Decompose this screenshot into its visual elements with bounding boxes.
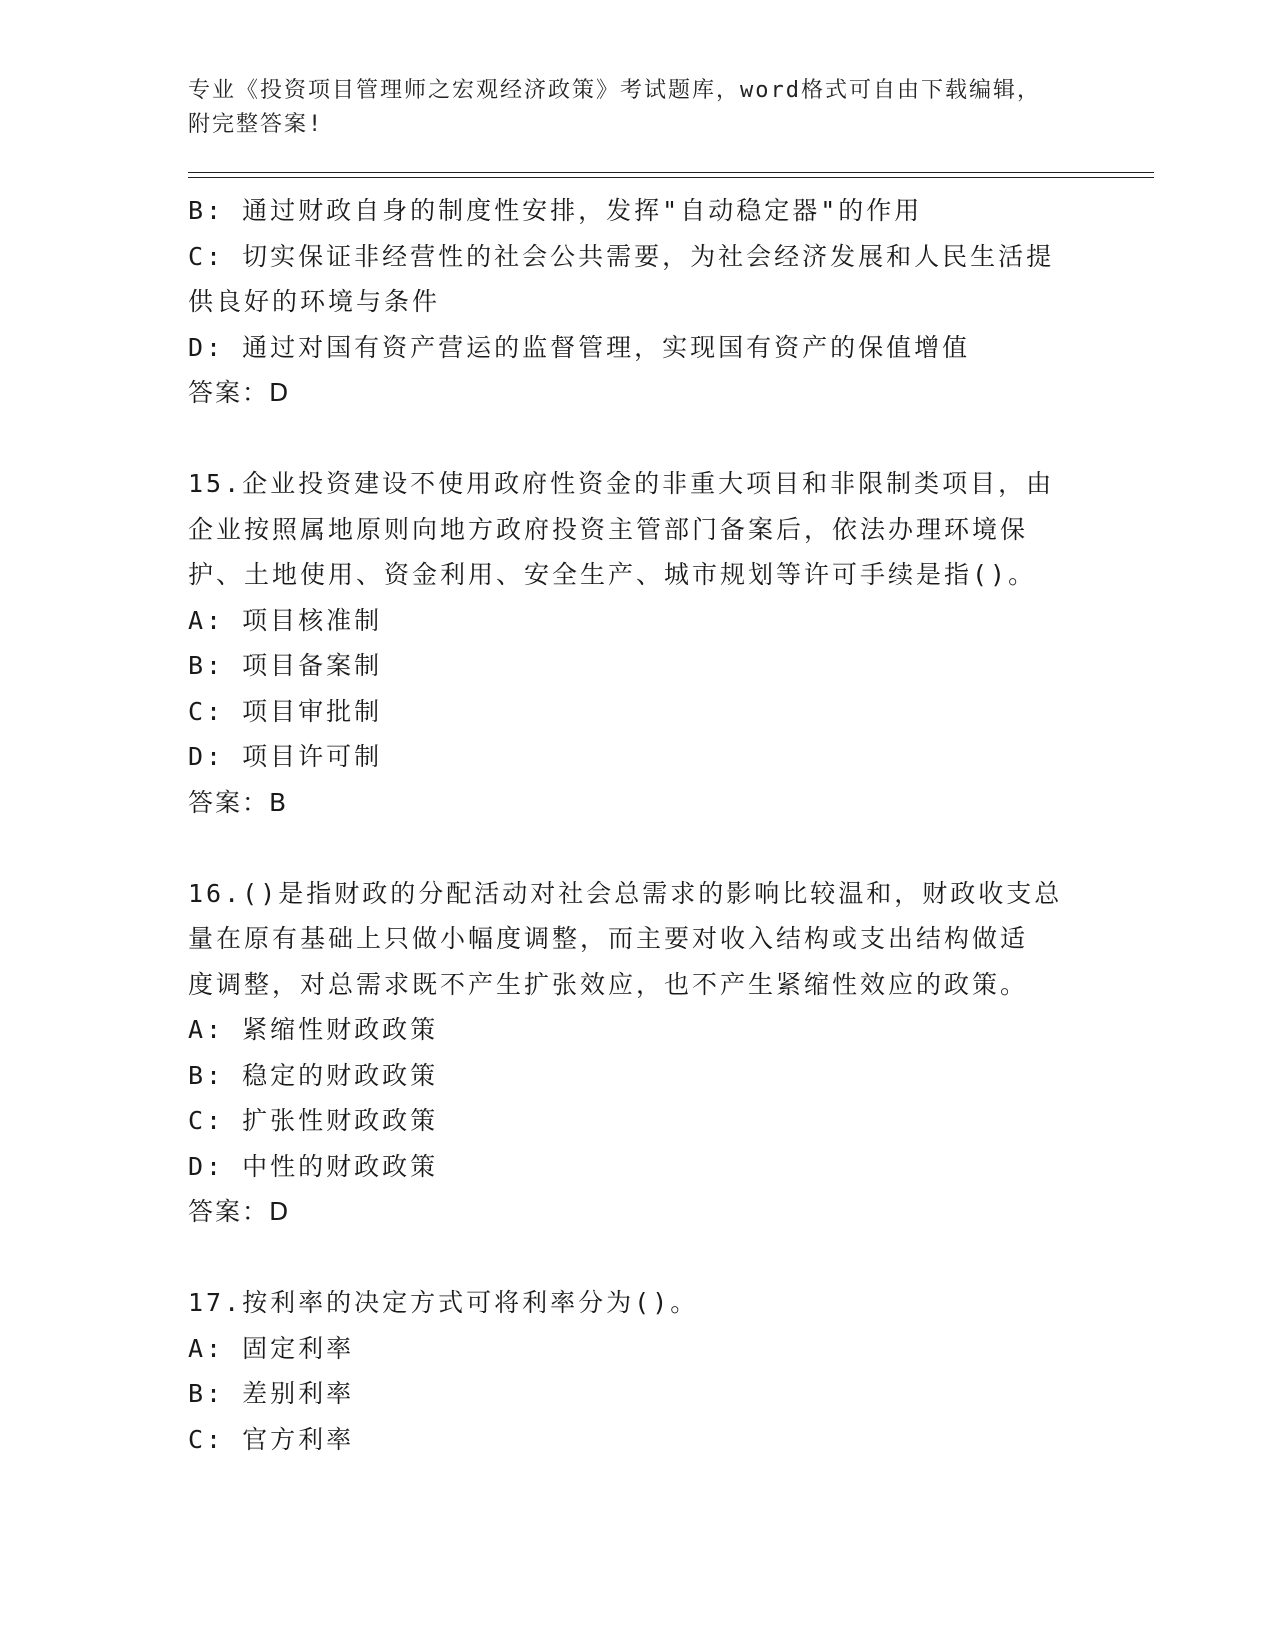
answer: 答案：B xyxy=(188,787,289,817)
option-b: B: 差别利率 xyxy=(188,1379,355,1408)
answer: 答案：D xyxy=(188,378,291,407)
option-b: B: 通过财政自身的制度性安排，发挥"自动稳定器"的作用 xyxy=(188,196,923,225)
header-divider-bottom xyxy=(188,177,1154,178)
question-text: 企业按照属地原则向地方政府投资主管部门备案后，依法办理环境保 xyxy=(188,514,1029,544)
header-line-1: 专业《投资项目管理师之宏观经济政策》考试题库，word格式可自由下载编辑， xyxy=(188,78,1041,103)
question-text: 护、土地使用、资金利用、安全生产、城市规划等许可手续是指()。 xyxy=(188,560,1037,589)
option-d: D: 项目许可制 xyxy=(188,742,383,771)
spacer xyxy=(188,1235,1088,1281)
option-c: C: 项目审批制 xyxy=(188,696,383,726)
option-d: D: 中性的财政政策 xyxy=(188,1151,439,1181)
question-text: 15.企业投资建设不使用政府性资金的非重大项目和非限制类项目，由 xyxy=(188,469,1055,498)
question-15 xyxy=(188,461,1088,825)
answer: 答案：D xyxy=(188,1197,291,1226)
option-c: C: 官方利率 xyxy=(188,1424,355,1454)
question-text: 16.()是指财政的分配活动对社会总需求的影响比较温和，财政收支总 xyxy=(188,878,1063,908)
option-c-continued: 供良好的环境与条件 xyxy=(188,287,441,316)
option-c: C: 切实保证非经营性的社会公共需要，为社会经济发展和人民生活提 xyxy=(188,241,1055,271)
option-d: D: 通过对国有资产营运的监督管理，实现国有资产的保值增值 xyxy=(188,332,971,362)
page-header xyxy=(188,74,1088,142)
question-text: 17.按利率的决定方式可将利率分为()。 xyxy=(188,1288,699,1317)
option-b: B: 项目备案制 xyxy=(188,651,383,680)
option-a: A: 项目核准制 xyxy=(188,605,383,635)
question-17 xyxy=(188,1280,1088,1462)
question-16 xyxy=(188,871,1088,1235)
option-a: A: 紧缩性财政政策 xyxy=(188,1015,439,1044)
question-text: 度调整，对总需求既不产生扩张效应，也不产生紧缩性效应的政策。 xyxy=(188,969,1029,999)
header-line-2: 附完整答案! xyxy=(188,112,324,137)
option-a: A: 固定利率 xyxy=(188,1333,355,1363)
question-content xyxy=(188,188,1088,1462)
spacer xyxy=(188,825,1088,871)
question-text: 量在原有基础上只做小幅度调整，而主要对收入结构或支出结构做适 xyxy=(188,924,1029,953)
question-14-tail xyxy=(188,188,1088,416)
option-b: B: 稳定的财政政策 xyxy=(188,1060,439,1090)
option-c: C: 扩张性财政政策 xyxy=(188,1106,439,1135)
spacer xyxy=(188,416,1088,462)
header-divider-top xyxy=(188,172,1154,173)
